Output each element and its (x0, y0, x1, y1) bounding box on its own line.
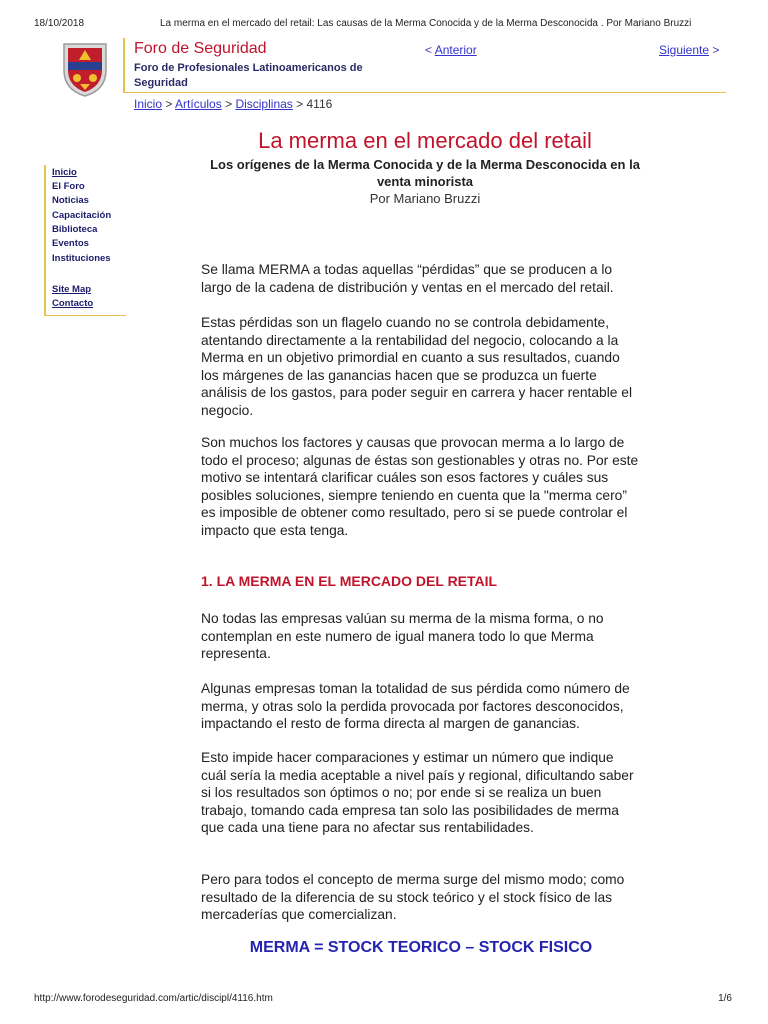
breadcrumb-articulos[interactable]: Artículos (175, 97, 222, 111)
breadcrumb-inicio[interactable]: Inicio (134, 97, 163, 111)
breadcrumb-current: 4116 (306, 97, 333, 111)
article-byline: Por Mariano Bruzzi (369, 191, 481, 206)
paragraph: Pero para todos el concepto de merma surge del mismo modo; como resultado de la diferencia de su stock teórico y el stock físico de las mercaderías que comercializan. (201, 872, 625, 923)
sidebar-item-biblioteca[interactable]: Biblioteca (52, 224, 98, 235)
paragraph: Algunas empresas toman la totalidad de sus pérdida como número de merma, y otras solo la perdida provocada por factores desconocidos, impactando el resto de forma directa al margen de ganancias. (201, 681, 630, 732)
print-url: http://www.forodeseguridad.com/artic/discipl/4116.htm (34, 993, 273, 1004)
sidebar-item-contacto[interactable]: Contacto (52, 298, 94, 309)
merma-formula: MERMA = STOCK TEORICO – STOCK FISICO (249, 939, 593, 956)
paragraph: Son muchos los factores y causas que provocan merma a lo largo de todo el proceso; algunas de éstas son gestionables y otras no. Por este motivo se intentará clarificar cuáles son esos factores y cuáles sus posibles soluciones, siempre teniendo en cuenta que la "merma cero” es imposible de obtener como resultado, pero si se puede controlar el impacto que esta tenga. (201, 435, 639, 538)
print-doc-title: La merma en el mercado del retail: Las causas de la Merma Conocida y de la Merma Desconocida . Por Mariano Bruzzi (160, 18, 692, 29)
next-label[interactable]: Siguiente (659, 43, 710, 57)
next-link[interactable] (659, 43, 719, 57)
print-page-number: 1/6 (718, 993, 732, 1004)
breadcrumb-separator: > (296, 97, 304, 111)
paragraph: No todas las empresas valúan su merma de la misma forma, o no contemplan en este numero de igual manera todo lo que Merma representa. (201, 611, 604, 662)
prev-arrow-icon: < (425, 43, 433, 57)
sidebar-item-eventos[interactable]: Eventos (52, 238, 89, 249)
breadcrumb (134, 97, 332, 111)
print-date: 18/10/2018 (34, 18, 85, 29)
breadcrumb-disciplinas[interactable]: Disciplinas (235, 97, 293, 111)
paragraph: Esto impide hacer comparaciones y estimar un número que indique cuál sería la media aceptable a nivel país y regional, dificultando saber si los resultados son óptimos o no; por ende si se realiza un buen trabajo, tomando cada empresa tan solo las posibilidades de merma que cada una tiene para no afectar sus rentabilidades. (201, 750, 634, 836)
article-subtitle: Los orígenes de la Merma Conocida y de la Merma Desconocida en la venta minorista (210, 157, 640, 189)
sidebar-item-inicio[interactable]: Inicio (52, 167, 77, 178)
sidebar-item-noticias[interactable]: Noticias (52, 195, 89, 206)
site-name[interactable]: Foro de Seguridad (134, 40, 267, 57)
next-arrow-icon: > (712, 43, 720, 57)
article-title: La merma en el mercado del retail (258, 128, 592, 153)
paragraph: Se llama MERMA a todas aquellas “pérdidas” que se producen a lo largo de la cadena de distribución y ventas en el mercado del retail. (201, 262, 614, 295)
sidebar-item-capacitacion[interactable]: Capacitación (52, 210, 112, 221)
prev-label[interactable]: Anterior (434, 43, 477, 57)
breadcrumb-separator: > (165, 97, 173, 111)
section-heading: 1. LA MERMA EN EL MERCADO DEL RETAIL (201, 573, 498, 589)
crest-logo-icon (58, 40, 112, 98)
sidebar-item-instituciones[interactable]: Instituciones (52, 253, 111, 264)
paragraph: Estas pérdidas son un flagelo cuando no se controla debidamente, atentando directamente a la rentabilidad del negocio, colocando a la Merma en un objetivo primordial en cuanto a sus resultados, cuando los márgenes de las ganancias hacen que se produzca un fuerte análisis de los gastos, para poder seguir en carrera y hacer rentable el negocio. (201, 315, 633, 418)
prev-link[interactable] (425, 43, 477, 57)
breadcrumb-separator: > (225, 97, 233, 111)
sidebar-item-site-map[interactable]: Site Map (52, 284, 92, 295)
site-subtitle: Foro de Profesionales Latinoamericanos de Seguridad (134, 62, 363, 89)
sidebar-item-el-foro[interactable]: El Foro (52, 181, 85, 192)
